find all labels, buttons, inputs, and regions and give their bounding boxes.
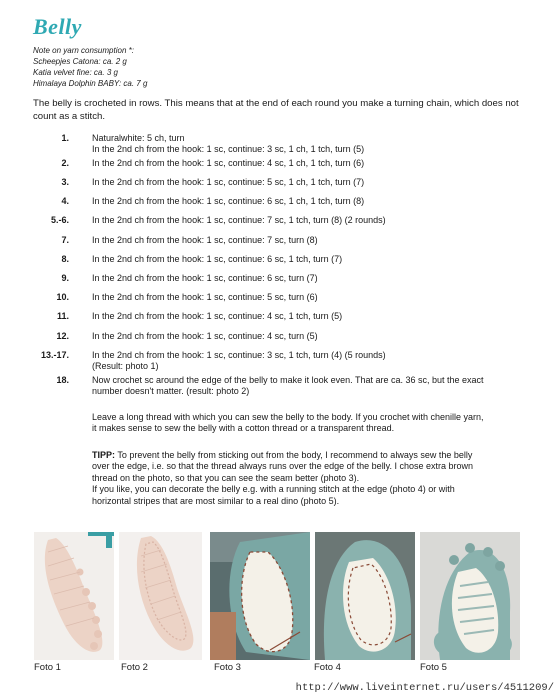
step-number: 2. bbox=[61, 158, 69, 168]
yarn-note-line: Scheepjes Catona: ca. 2 g bbox=[33, 57, 127, 66]
paragraph-line: thread on the photo, so that you can see the seam better (photo 3). bbox=[92, 472, 360, 483]
step-text: In the 2nd ch from the hook: 1 sc, continue: 4 sc, turn (5) bbox=[92, 331, 318, 341]
step-number: 11. bbox=[56, 311, 69, 321]
step-number: 4. bbox=[61, 196, 69, 206]
yarn-note-line: Note on yarn consumption *: bbox=[33, 46, 134, 55]
photo-2 bbox=[119, 532, 202, 660]
step-text: (Result: photo 1) bbox=[92, 361, 159, 371]
step-number: 5.-6. bbox=[50, 215, 69, 225]
photo-3 bbox=[210, 532, 310, 660]
photo-1 bbox=[34, 532, 114, 660]
step-text: In the 2nd ch from the hook: 1 sc, continue: 6 sc, turn (7) bbox=[92, 273, 318, 283]
paragraph-line: To prevent the belly from sticking out from the body, I recommend to always sew the belly bbox=[115, 450, 473, 460]
photo-caption: Foto 2 bbox=[121, 662, 148, 673]
paragraph-line: over the edge, i.e. so that the thread always runs over the edge of the belly. I chose extra brown bbox=[92, 461, 474, 472]
paragraph-line: it makes sense to sew the belly with a cotton thread or a transparent thread. bbox=[92, 423, 395, 434]
step-text: Now crochet sc around the edge of the belly to make it look even. That are ca. 36 sc, but the exact bbox=[92, 375, 484, 385]
step-number: 3. bbox=[61, 177, 69, 187]
step-text: In the 2nd ch from the hook: 1 sc, continue: 3 sc, 1 ch, 1 tch, turn (5) bbox=[92, 144, 365, 154]
step-number: 12. bbox=[56, 331, 69, 341]
step-text: number doesn't matter. (result: photo 2) bbox=[92, 386, 250, 396]
step-text: In the 2nd ch from the hook: 1 sc, continue: 7 sc, 1 tch, turn (8) (2 rounds) bbox=[92, 215, 386, 225]
section-title: Belly bbox=[33, 14, 82, 39]
step-text: In the 2nd ch from the hook: 1 sc, continue: 6 sc, 1 tch, turn (7) bbox=[92, 254, 343, 264]
step-text: In the 2nd ch from the hook: 1 sc, continue: 3 sc, 1 tch, turn (4) (5 rounds) bbox=[92, 350, 386, 360]
yarn-note-line: Katia velvet fine: ca. 3 g bbox=[33, 68, 118, 77]
step-number: 10. bbox=[56, 292, 69, 302]
step-number: 18. bbox=[56, 375, 69, 385]
yarn-note bbox=[33, 45, 147, 89]
yarn-note-line: Himalaya Dolphin BABY: ca. 7 g bbox=[33, 79, 148, 88]
source-url: http://www.liveinternet.ru/users/4511209/ bbox=[295, 682, 554, 694]
photo-caption: Foto 4 bbox=[314, 662, 341, 673]
step-number: 7. bbox=[61, 235, 69, 245]
step-number: 1. bbox=[61, 133, 69, 143]
intro-paragraph: The belly is crocheted in rows. This means that at the end of each round you make a turning chain, which does not count as a stitch. bbox=[33, 98, 519, 122]
paragraph-line: horizontal stripes that are most similar to a real dino (photo 5). bbox=[92, 495, 340, 506]
step-number: 13.-17. bbox=[40, 350, 69, 360]
step-number: 9. bbox=[61, 273, 69, 283]
paragraph-line: Leave a long thread with which you can sew the belly to the body. If you crochet with chenille yarn, bbox=[92, 412, 484, 422]
step-text: In the 2nd ch from the hook: 1 sc, continue: 5 sc, turn (6) bbox=[92, 292, 318, 302]
tipp-label: TIPP: bbox=[92, 450, 116, 460]
step-text: In the 2nd ch from the hook: 1 sc, continue: 4 sc, 1 tch, turn (5) bbox=[92, 311, 343, 321]
step-number: 8. bbox=[61, 254, 69, 264]
step-text: In the 2nd ch from the hook: 1 sc, continue: 4 sc, 1 ch, 1 tch, turn (6) bbox=[92, 158, 365, 168]
photo-caption: Foto 1 bbox=[34, 662, 61, 673]
photo-caption: Foto 3 bbox=[214, 662, 241, 673]
step-text: In the 2nd ch from the hook: 1 sc, continue: 7 sc, turn (8) bbox=[92, 235, 318, 245]
step-text: In the 2nd ch from the hook: 1 sc, continue: 5 sc, 1 ch, 1 tch, turn (7) bbox=[92, 177, 365, 187]
step-text: Naturalwhite: 5 ch, turn bbox=[92, 133, 185, 143]
thread-paragraph bbox=[92, 412, 532, 435]
photo-4 bbox=[315, 532, 415, 660]
photo-5 bbox=[420, 532, 520, 660]
step-text: In the 2nd ch from the hook: 1 sc, continue: 6 sc, 1 ch, 1 tch, turn (8) bbox=[92, 196, 365, 206]
photo-caption: Foto 5 bbox=[420, 662, 447, 673]
tipp-paragraph bbox=[92, 450, 532, 507]
paragraph-line: If you like, you can decorate the belly e.g. with a running stitch at the edge (photo 4) or with bbox=[92, 484, 455, 495]
